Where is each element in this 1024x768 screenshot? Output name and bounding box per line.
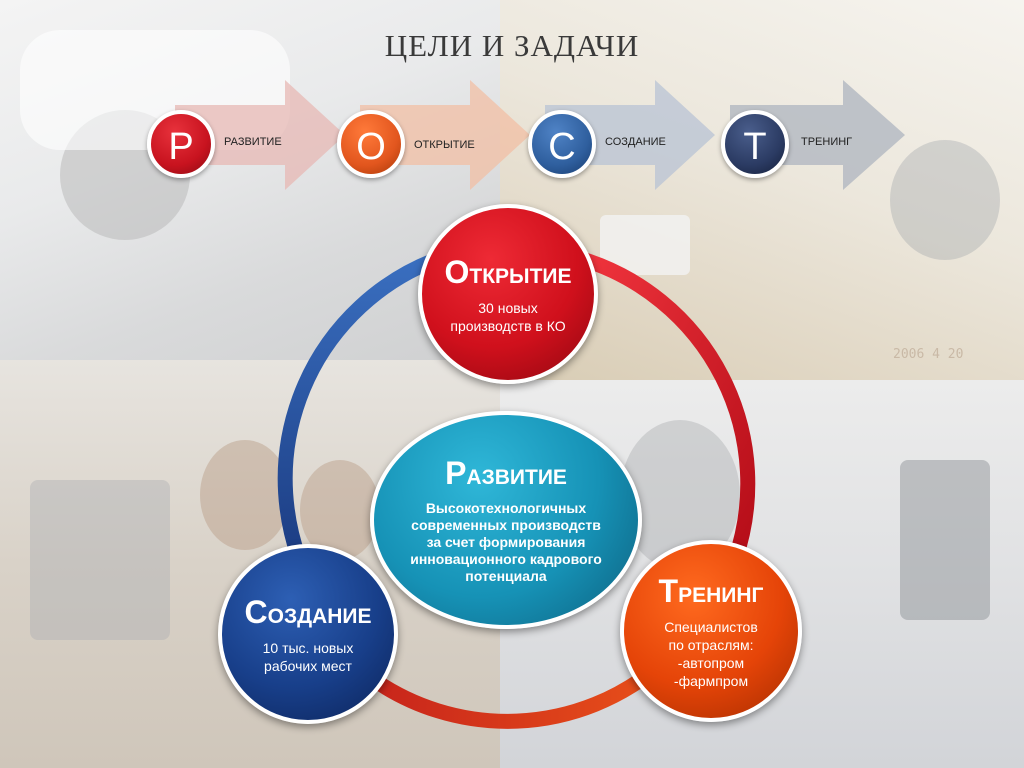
node-create-heading: СОЗДАНИЕ — [244, 593, 372, 630]
cycle-node-train — [620, 540, 802, 722]
step-badge-o: О — [337, 110, 405, 178]
node-open-text: 30 новых производств в КО — [450, 299, 566, 334]
step-label-create: СОЗДАНИЕ — [605, 136, 666, 148]
photo-date-stamp: 2006 4 20 — [893, 347, 964, 362]
cycle-node-develop — [370, 411, 642, 629]
page-title: ЦЕЛИ И ЗАДАЧИ — [384, 28, 640, 63]
step-badge-t: Т — [721, 110, 789, 178]
step-label-open: ОТКРЫТИЕ — [414, 139, 475, 151]
step-badge-r: Р — [147, 110, 215, 178]
node-develop-heading: РАЗВИТИЕ — [445, 455, 567, 491]
node-open-heading: ОТКРЫТИЕ — [444, 253, 572, 290]
cycle-node-open — [418, 204, 598, 384]
step-label-develop: РАЗВИТИЕ — [224, 136, 282, 148]
ring-arc-orange — [370, 665, 660, 721]
step-badge-s: С — [528, 110, 596, 178]
node-train-heading: ТРЕНИНГ — [658, 572, 764, 609]
node-develop-text: Высокотехнологичных современных производств за счет формирования инновационного кадрового потенциала — [410, 500, 602, 584]
node-train-text: Специалистов по отраслям: -автопром -фармпром — [664, 618, 758, 689]
cycle-node-create — [218, 544, 398, 724]
node-create-text: 10 тыс. новых рабочих мест — [262, 639, 354, 674]
step-label-train: ТРЕНИНГ — [801, 136, 853, 148]
